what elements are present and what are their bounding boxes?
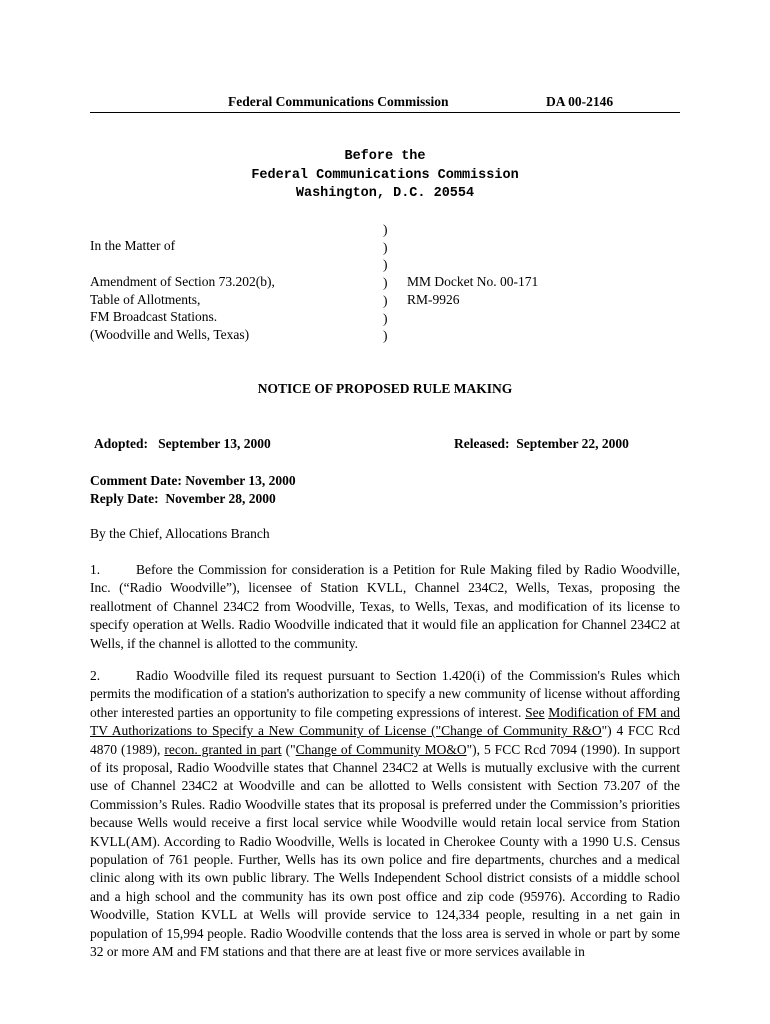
paragraph-2 bbox=[90, 667, 680, 962]
paragraph-1 bbox=[90, 561, 680, 653]
caption-docket-numbers bbox=[407, 273, 538, 308]
caption-item-2: Table of Allotments, bbox=[90, 291, 201, 307]
reply-date: Reply Date: November 28, 2000 bbox=[90, 491, 276, 506]
before-line-1: Before the bbox=[344, 149, 426, 164]
comment-date: Comment Date: November 13, 2000 bbox=[90, 473, 296, 488]
before-line-2: Federal Communications Commission bbox=[251, 167, 519, 183]
comment-reply-dates bbox=[90, 472, 296, 508]
caption-item-1: Amendment of Section 73.202(b), bbox=[90, 274, 275, 289]
header-docket-id: DA 00-2146 bbox=[546, 94, 614, 109]
paren: ) bbox=[383, 257, 388, 273]
document-title: NOTICE OF PROPOSED RULE MAKING bbox=[257, 381, 513, 396]
citation-short-name: Change of Community MO&O bbox=[295, 741, 467, 757]
paragraph-text: Before the Commission for consideration is a Petition for Rule Making filed by Radio Woodville, Inc. (“Radio Woodville”), licensee of Station KVLL, Channel 234C2, Wells, Texas, proposing the reallotment of Channel 234C2 from Woodville, Texas, to Wells, Texas, and modification of its license to specify operation at Wells. Radio Woodville indicated that it would file an application for Channel 234C2 at Wells, if the channel is allotted to the community. bbox=[90, 562, 680, 651]
citation-case-name: Modification of FM and TV Authorizations to Specify a New Community of License ("Change of Community R&O bbox=[90, 704, 680, 739]
paren: ) bbox=[383, 239, 388, 255]
caption-in-the-matter: In the Matter of bbox=[90, 238, 176, 253]
rm-number: RM-9926 bbox=[407, 291, 460, 307]
paren: ) bbox=[383, 275, 388, 291]
citation-history: recon. granted in part bbox=[164, 741, 282, 757]
byline: By the Chief, Allocations Branch bbox=[90, 526, 270, 541]
paragraph-text: (" bbox=[281, 741, 296, 757]
paren: ) bbox=[383, 328, 388, 344]
adopted-date: Adopted: September 13, 2000 bbox=[94, 436, 271, 451]
paren: ) bbox=[383, 222, 388, 237]
before-line-3: Washington, D.C. 20554 bbox=[295, 186, 475, 201]
paragraph-text: Radio Woodville filed its request pursuant to Section 1.420(i) of the Commission's Rules which permits the modification of a station's authorization to specify a new community of license without affording other interested parties an opportunity to file competing expressions of interest. bbox=[90, 668, 680, 720]
paren: ) bbox=[383, 310, 388, 326]
caption-parentheses bbox=[383, 221, 388, 345]
running-header bbox=[90, 94, 680, 113]
header-agency: Federal Communications Commission bbox=[228, 94, 449, 109]
caption-item-3: FM Broadcast Stations. bbox=[90, 309, 218, 324]
released-date: Released: September 22, 2000 bbox=[454, 436, 629, 451]
paren: ) bbox=[383, 292, 388, 308]
paragraph-number: 1. bbox=[90, 562, 101, 577]
mm-docket-number: MM Docket No. 00-171 bbox=[407, 274, 539, 289]
paragraph-number: 2. bbox=[90, 668, 101, 683]
citation-signal: See bbox=[525, 704, 545, 720]
before-the-commission-block bbox=[90, 148, 680, 204]
caption-matter-list bbox=[90, 273, 275, 343]
paragraph-text: ") 4 FCC Rcd 4870 (1989), bbox=[90, 723, 680, 757]
caption-item-4: (Woodville and Wells, Texas) bbox=[90, 326, 250, 342]
paragraph-text: "), 5 FCC Rcd 7094 (1990). In support of its proposal, Radio Woodville states that Channel 234C2 at Wells is mutually exclusive with the current use of Channel 234C2 at Woodville and can be allotted to Wells consistent with Section 73.207 of the Commission’s Rules. Radio Woodville states that its proposal is preferred under the Commission’s priorities because Wells would receive a first local service while Woodville would retain local service from Station KVLL(AM). According to Radio Woodville, Wells is located in Cherokee County with a 1990 U.S. Census population of 761 people. Further, Wells has its own police and fire departments, churches and a medical clinic along with its own public library. The Wells Independent School district consists of a middle school and a high school and the community has its own post office and zip code (95976). According to Radio Woodville, Station KVLL at Wells will provide service to 124,334 people, resulting in a net gain in population of 15,994 people. Radio Woodville contends that the loss area is served in whole or part by some 32 or more AM and FM stations and that there are at least five or more services available in bbox=[90, 741, 680, 960]
